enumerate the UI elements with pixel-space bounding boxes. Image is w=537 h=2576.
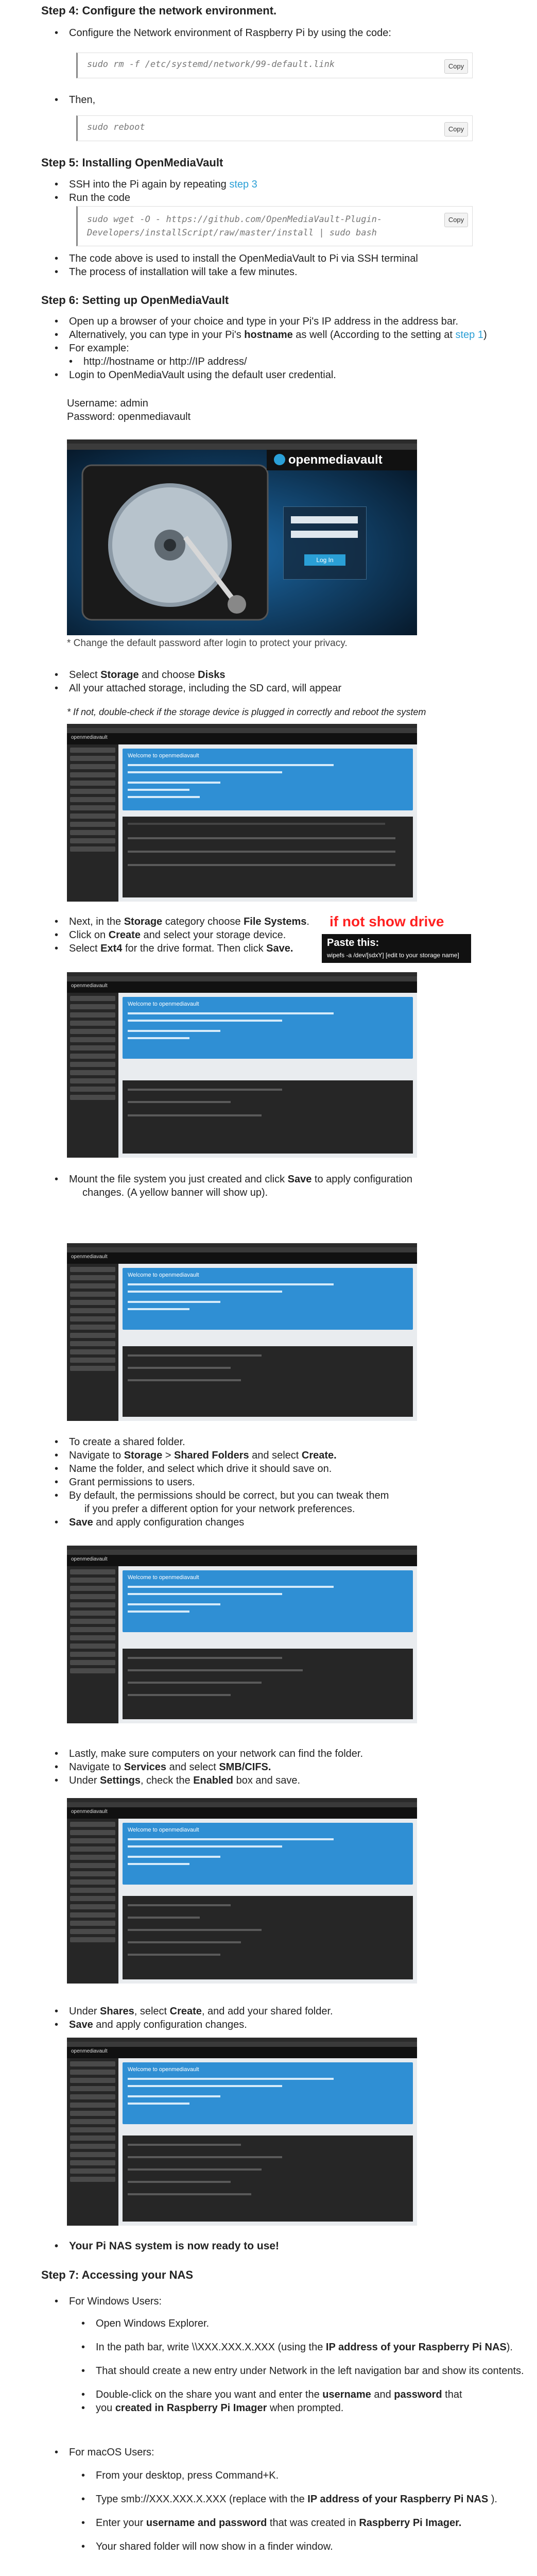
text-bold: Create. bbox=[301, 1450, 337, 1461]
shares-bullet-1 bbox=[62, 2005, 333, 2018]
shares-list bbox=[62, 2005, 333, 2032]
code-line-2: Developers/installScript/raw/master/install | sudo bash bbox=[87, 228, 377, 238]
shared-bullet-3: • Name the folder, and select which drive it should save on. bbox=[62, 1463, 389, 1475]
omv-logo: openmediavault bbox=[71, 1809, 108, 1815]
browser-bar bbox=[67, 439, 417, 444]
omv-sidebar bbox=[67, 1566, 118, 1723]
omv-header bbox=[67, 1252, 417, 1264]
text-bold: Storage bbox=[124, 916, 163, 927]
disks-bullet-1 bbox=[62, 669, 341, 681]
text: Navigate to bbox=[69, 1450, 124, 1461]
mac-step-4: • Your shared folder will now show in a finder window. bbox=[89, 2540, 497, 2553]
text: box and save. bbox=[233, 1775, 301, 1786]
shared-bullet-5-line2: if you prefer a different option for your network preferences. bbox=[84, 1503, 355, 1515]
step5-list-2 bbox=[62, 252, 418, 279]
ready-message: • Your Pi NAS system is now ready to use! bbox=[62, 2240, 279, 2252]
mount-list bbox=[62, 1173, 412, 1200]
win-step-2 bbox=[89, 2341, 524, 2353]
text-bold: Storage bbox=[124, 1450, 163, 1461]
create-fs-form bbox=[123, 1080, 413, 1154]
address-bar bbox=[67, 1802, 417, 1807]
text: when prompted. bbox=[267, 2402, 344, 2414]
text: Double-click on the share you want and enter the bbox=[96, 2389, 323, 2400]
step4-heading: Step 4: Configure the network environment. bbox=[41, 4, 277, 17]
text: , and add your shared folder. bbox=[201, 2006, 333, 2017]
text: Enter your bbox=[96, 2517, 146, 2529]
mount-bullet-line2: changes. (A yellow banner will show up). bbox=[82, 1187, 268, 1198]
text: and select your storage device. bbox=[140, 929, 286, 941]
windows-heading: • For Windows Users: bbox=[62, 2295, 162, 2308]
code-block-reboot bbox=[76, 115, 473, 141]
shared-bullet-1: • To create a shared folder. bbox=[62, 1436, 389, 1448]
omv-logo: openmediavault bbox=[71, 1556, 108, 1562]
omv-content bbox=[118, 1264, 417, 1421]
text-bold: Save. bbox=[266, 943, 293, 954]
text-bold: IP address of your Raspberry Pi NAS bbox=[307, 2494, 489, 2505]
text: Under bbox=[69, 1775, 100, 1786]
shared-bullet-5: • By default, the permissions should be correct, but you can tweak them bbox=[62, 1489, 389, 1502]
step5-bullet-2: • Run the code bbox=[62, 192, 257, 204]
omv-sidebar bbox=[67, 993, 118, 1158]
text: > bbox=[162, 1450, 174, 1461]
windows-steps bbox=[89, 2317, 524, 2415]
win-step-4-line2 bbox=[89, 2402, 524, 2414]
omv-logo-icon bbox=[274, 454, 285, 465]
omv-header bbox=[67, 1807, 417, 1819]
shared-bullet-2 bbox=[62, 1449, 389, 1462]
text: SSH into the Pi again by repeating bbox=[69, 179, 230, 190]
brand-name: openmediavault bbox=[288, 453, 383, 467]
welcome-banner bbox=[123, 997, 413, 1059]
windows-list bbox=[62, 2295, 162, 2309]
mac-list bbox=[62, 2446, 154, 2460]
text: Next, in the bbox=[69, 916, 124, 927]
copy-button[interactable]: Copy bbox=[444, 122, 468, 137]
mount-bullet bbox=[62, 1173, 412, 1185]
username-input[interactable] bbox=[291, 516, 358, 523]
welcome-banner bbox=[123, 1823, 413, 1885]
address-bar bbox=[67, 728, 417, 733]
credentials bbox=[67, 397, 190, 423]
banner-title: Welcome to openmediavault bbox=[128, 1827, 199, 1833]
banner-title: Welcome to openmediavault bbox=[128, 1272, 199, 1278]
omv-content bbox=[118, 744, 417, 902]
welcome-banner bbox=[123, 749, 413, 810]
screenshot-shares bbox=[67, 2038, 417, 2226]
text: and choose bbox=[138, 669, 198, 681]
text: and select bbox=[249, 1450, 302, 1461]
address-bar bbox=[67, 1550, 417, 1555]
step5-bullet-1 bbox=[62, 178, 257, 191]
omv-header bbox=[67, 981, 417, 993]
text: Select bbox=[69, 669, 101, 681]
omv-logo: openmediavault bbox=[71, 735, 108, 740]
text-bold: Raspberry Pi Imager. bbox=[359, 2517, 462, 2529]
browser-bar bbox=[67, 972, 417, 976]
mac-step-2 bbox=[89, 2493, 497, 2505]
step3-link[interactable]: step 3 bbox=[229, 179, 257, 190]
step6-example-url: • http://hostname or http://IP address/ bbox=[76, 355, 487, 368]
disks-list bbox=[62, 669, 341, 696]
step6-bullet-1: • Open up a browser of your choice and type in your Pi's IP address in the address bar. bbox=[62, 315, 487, 328]
browser-bar bbox=[67, 1546, 417, 1550]
mac-steps bbox=[89, 2469, 497, 2554]
text: ) bbox=[483, 329, 487, 341]
text-bold: IP address of your Raspberry Pi NAS bbox=[325, 2342, 507, 2353]
welcome-banner bbox=[123, 1570, 413, 1632]
note-storage-check: * If not, double-check if the storage device is plugged in correctly and reboot the system bbox=[67, 707, 426, 717]
address-bar bbox=[67, 976, 417, 981]
step6-bullet-2 bbox=[62, 329, 487, 341]
omv-header bbox=[67, 2047, 417, 2058]
step7-heading: Step 7: Accessing your NAS bbox=[41, 2268, 194, 2281]
step5-bullet-4: • The process of installation will take a few minutes. bbox=[62, 266, 418, 278]
address-bar bbox=[67, 1247, 417, 1252]
text-bold: Save bbox=[69, 1517, 93, 1528]
step1-link[interactable]: step 1 bbox=[455, 329, 483, 341]
omv-logo: openmediavault bbox=[71, 2048, 108, 2054]
text: that was created in bbox=[267, 2517, 359, 2529]
code-text: sudo reboot bbox=[87, 122, 145, 132]
text: and bbox=[371, 2389, 394, 2400]
text: , check the bbox=[140, 1775, 194, 1786]
fs-bullet-1 bbox=[62, 916, 309, 928]
text: , select bbox=[134, 2006, 170, 2017]
step6-heading: Step 6: Setting up OpenMediaVault bbox=[41, 294, 229, 307]
text-bold: Shares bbox=[100, 2006, 134, 2017]
fs-list bbox=[62, 916, 309, 956]
omv-sidebar bbox=[67, 1264, 118, 1421]
step4-list bbox=[62, 27, 391, 40]
text: In the path bar, write \\XXX.XXX.X.XXX (using the bbox=[96, 2342, 326, 2353]
code-line-1: sudo wget -O - https://github.com/OpenMediaVault-Plugin- bbox=[87, 214, 383, 225]
step5-list bbox=[62, 178, 257, 205]
shared-bullet-6 bbox=[62, 1516, 389, 1529]
text-bold: Create bbox=[108, 929, 141, 941]
step4-bullet-1: • Configure the Network environment of Raspberry Pi by using the code: bbox=[62, 27, 391, 39]
text-bold: Shared Folders bbox=[174, 1450, 249, 1461]
omv-header bbox=[67, 1555, 417, 1566]
text: and apply configuration changes. bbox=[93, 2019, 247, 2030]
win-step-3: • That should create a new entry under Network in the left navigation bar and show its contents. bbox=[89, 2365, 524, 2377]
address-bar bbox=[67, 2042, 417, 2047]
address-bar bbox=[67, 444, 417, 450]
screenshot-filesystems bbox=[67, 972, 417, 1158]
text-bold: Settings bbox=[100, 1775, 141, 1786]
text: Navigate to bbox=[69, 1761, 124, 1773]
mac-heading: • For macOS Users: bbox=[62, 2446, 154, 2459]
screenshot-smb bbox=[67, 1798, 417, 1984]
step5-bullet-3: • The code above is used to install the OpenMediaVault to Pi via SSH terminal bbox=[62, 252, 418, 265]
disks-bullet-2: • All your attached storage, including the SD card, will appear bbox=[62, 682, 341, 694]
step5-heading: Step 5: Installing OpenMediaVault bbox=[41, 156, 223, 169]
omv-sidebar bbox=[67, 1819, 118, 1984]
win-step-4 bbox=[89, 2388, 524, 2401]
cred-username: Username: admin bbox=[67, 398, 148, 409]
omv-logo: openmediavault bbox=[71, 1254, 108, 1260]
omv-content bbox=[118, 1566, 417, 1723]
text-bold: File Systems bbox=[244, 916, 307, 927]
code-block-network bbox=[76, 53, 473, 78]
text-bold: password bbox=[394, 2389, 442, 2400]
step6-list bbox=[62, 315, 487, 382]
smb-bullet-1: • Lastly, make sure computers on your network can find the folder. bbox=[62, 1748, 363, 1760]
password-input[interactable] bbox=[291, 531, 358, 538]
omv-header bbox=[67, 733, 417, 744]
text: and apply configuration changes bbox=[93, 1517, 245, 1528]
copy-button[interactable]: Copy bbox=[444, 213, 468, 227]
shares-form bbox=[123, 2136, 413, 2222]
note-change-password: * Change the default password after login to protect your privacy. bbox=[67, 638, 348, 649]
code-block-install bbox=[76, 206, 473, 246]
text: ). bbox=[488, 2494, 497, 2505]
cred-password: Password: openmediavault bbox=[67, 411, 191, 422]
text: for the drive format. Then click bbox=[122, 943, 267, 954]
code-text: sudo rm -f /etc/systemd/network/99-default.link bbox=[87, 59, 335, 70]
paste-command-box bbox=[322, 934, 471, 963]
text-bold: created in Raspberry Pi Imager bbox=[115, 2402, 267, 2414]
browser-bar bbox=[67, 1243, 417, 1247]
omv-content bbox=[118, 1819, 417, 1984]
banner-title: Welcome to openmediavault bbox=[128, 2066, 199, 2073]
text: Mount the file system you just created and click bbox=[69, 1174, 288, 1185]
login-button[interactable]: Log In bbox=[304, 554, 345, 566]
text: that bbox=[442, 2389, 462, 2400]
text: Alternatively, you can type in your Pi's bbox=[69, 329, 245, 341]
browser-bar bbox=[67, 2038, 417, 2042]
welcome-banner bbox=[123, 1268, 413, 1330]
copy-button[interactable]: Copy bbox=[444, 59, 468, 74]
paste-command: wipefs -a /dev/[sdxY] [edit to your storage name] bbox=[327, 952, 459, 959]
omv-content bbox=[118, 2058, 417, 2226]
text: Select bbox=[69, 943, 101, 954]
text: . bbox=[306, 916, 309, 927]
ready-list bbox=[62, 2240, 279, 2253]
mount-form bbox=[123, 1346, 413, 1417]
screenshot-disks bbox=[67, 724, 417, 902]
text-bold: Disks bbox=[198, 669, 226, 681]
text-bold: Services bbox=[124, 1761, 167, 1773]
text-bold: username and password bbox=[146, 2517, 267, 2529]
text-bold: Save bbox=[287, 1174, 312, 1185]
screenshot-shared-folders bbox=[67, 1546, 417, 1723]
text-bold: Ext4 bbox=[100, 943, 123, 954]
step4-list-2 bbox=[62, 94, 95, 107]
mac-step-1: • From your desktop, press Command+K. bbox=[89, 2469, 497, 2482]
shared-list bbox=[62, 1436, 389, 1530]
text-bold: Create bbox=[169, 2006, 202, 2017]
smb-settings-form bbox=[123, 1896, 413, 1979]
login-panel bbox=[283, 506, 367, 580]
text: as well (According to the setting at bbox=[292, 329, 456, 341]
win-step-1: • Open Windows Explorer. bbox=[89, 2317, 524, 2330]
screenshot-mount bbox=[67, 1243, 417, 1421]
shares-bullet-2 bbox=[62, 2019, 333, 2031]
text-bold: Storage bbox=[100, 669, 139, 681]
shared-folder-form bbox=[123, 1649, 413, 1719]
omv-sidebar bbox=[67, 2058, 118, 2226]
smb-list bbox=[62, 1748, 363, 1788]
paste-title: Paste this: bbox=[327, 937, 379, 948]
step4-bullet-2: • Then, bbox=[62, 94, 95, 106]
omv-logo: openmediavault bbox=[71, 983, 108, 989]
text: you bbox=[96, 2402, 115, 2414]
omv-sidebar bbox=[67, 744, 118, 902]
banner-title: Welcome to openmediavault bbox=[128, 1574, 199, 1581]
text-bold: SMB/CIFS. bbox=[219, 1761, 271, 1773]
text-bold: Enabled bbox=[193, 1775, 234, 1786]
fs-bullet-2 bbox=[62, 929, 309, 941]
text: to apply configuration bbox=[311, 1174, 413, 1185]
disks-table bbox=[123, 817, 413, 897]
warning-label: if not show drive bbox=[330, 913, 444, 929]
text: and select bbox=[166, 1761, 219, 1773]
welcome-banner bbox=[123, 2062, 413, 2124]
fs-bullet-3 bbox=[62, 942, 309, 955]
banner-title: Welcome to openmediavault bbox=[128, 1001, 199, 1007]
browser-bar bbox=[67, 1798, 417, 1802]
shared-bullet-4: • Grant permissions to users. bbox=[62, 1476, 389, 1488]
text-bold: Save bbox=[69, 2019, 93, 2030]
text: Click on bbox=[69, 929, 109, 941]
step6-bullet-4: • Login to OpenMediaVault using the default user credential. bbox=[62, 369, 487, 381]
text-bold: hostname bbox=[244, 329, 293, 341]
mac-step-3 bbox=[89, 2517, 497, 2529]
banner-title: Welcome to openmediavault bbox=[128, 753, 199, 759]
text: Type smb://XXX.XXX.X.XXX (replace with the bbox=[96, 2494, 308, 2505]
step6-bullet-3: • For example: bbox=[62, 342, 487, 354]
smb-bullet-2 bbox=[62, 1761, 363, 1773]
text: Under bbox=[69, 2006, 100, 2017]
text-bold: username bbox=[322, 2389, 371, 2400]
smb-bullet-3 bbox=[62, 1774, 363, 1787]
text: ). bbox=[506, 2342, 513, 2353]
omv-content bbox=[118, 993, 417, 1158]
browser-bar bbox=[67, 724, 417, 728]
omv-login-screenshot bbox=[67, 439, 417, 635]
text: category choose bbox=[162, 916, 244, 927]
